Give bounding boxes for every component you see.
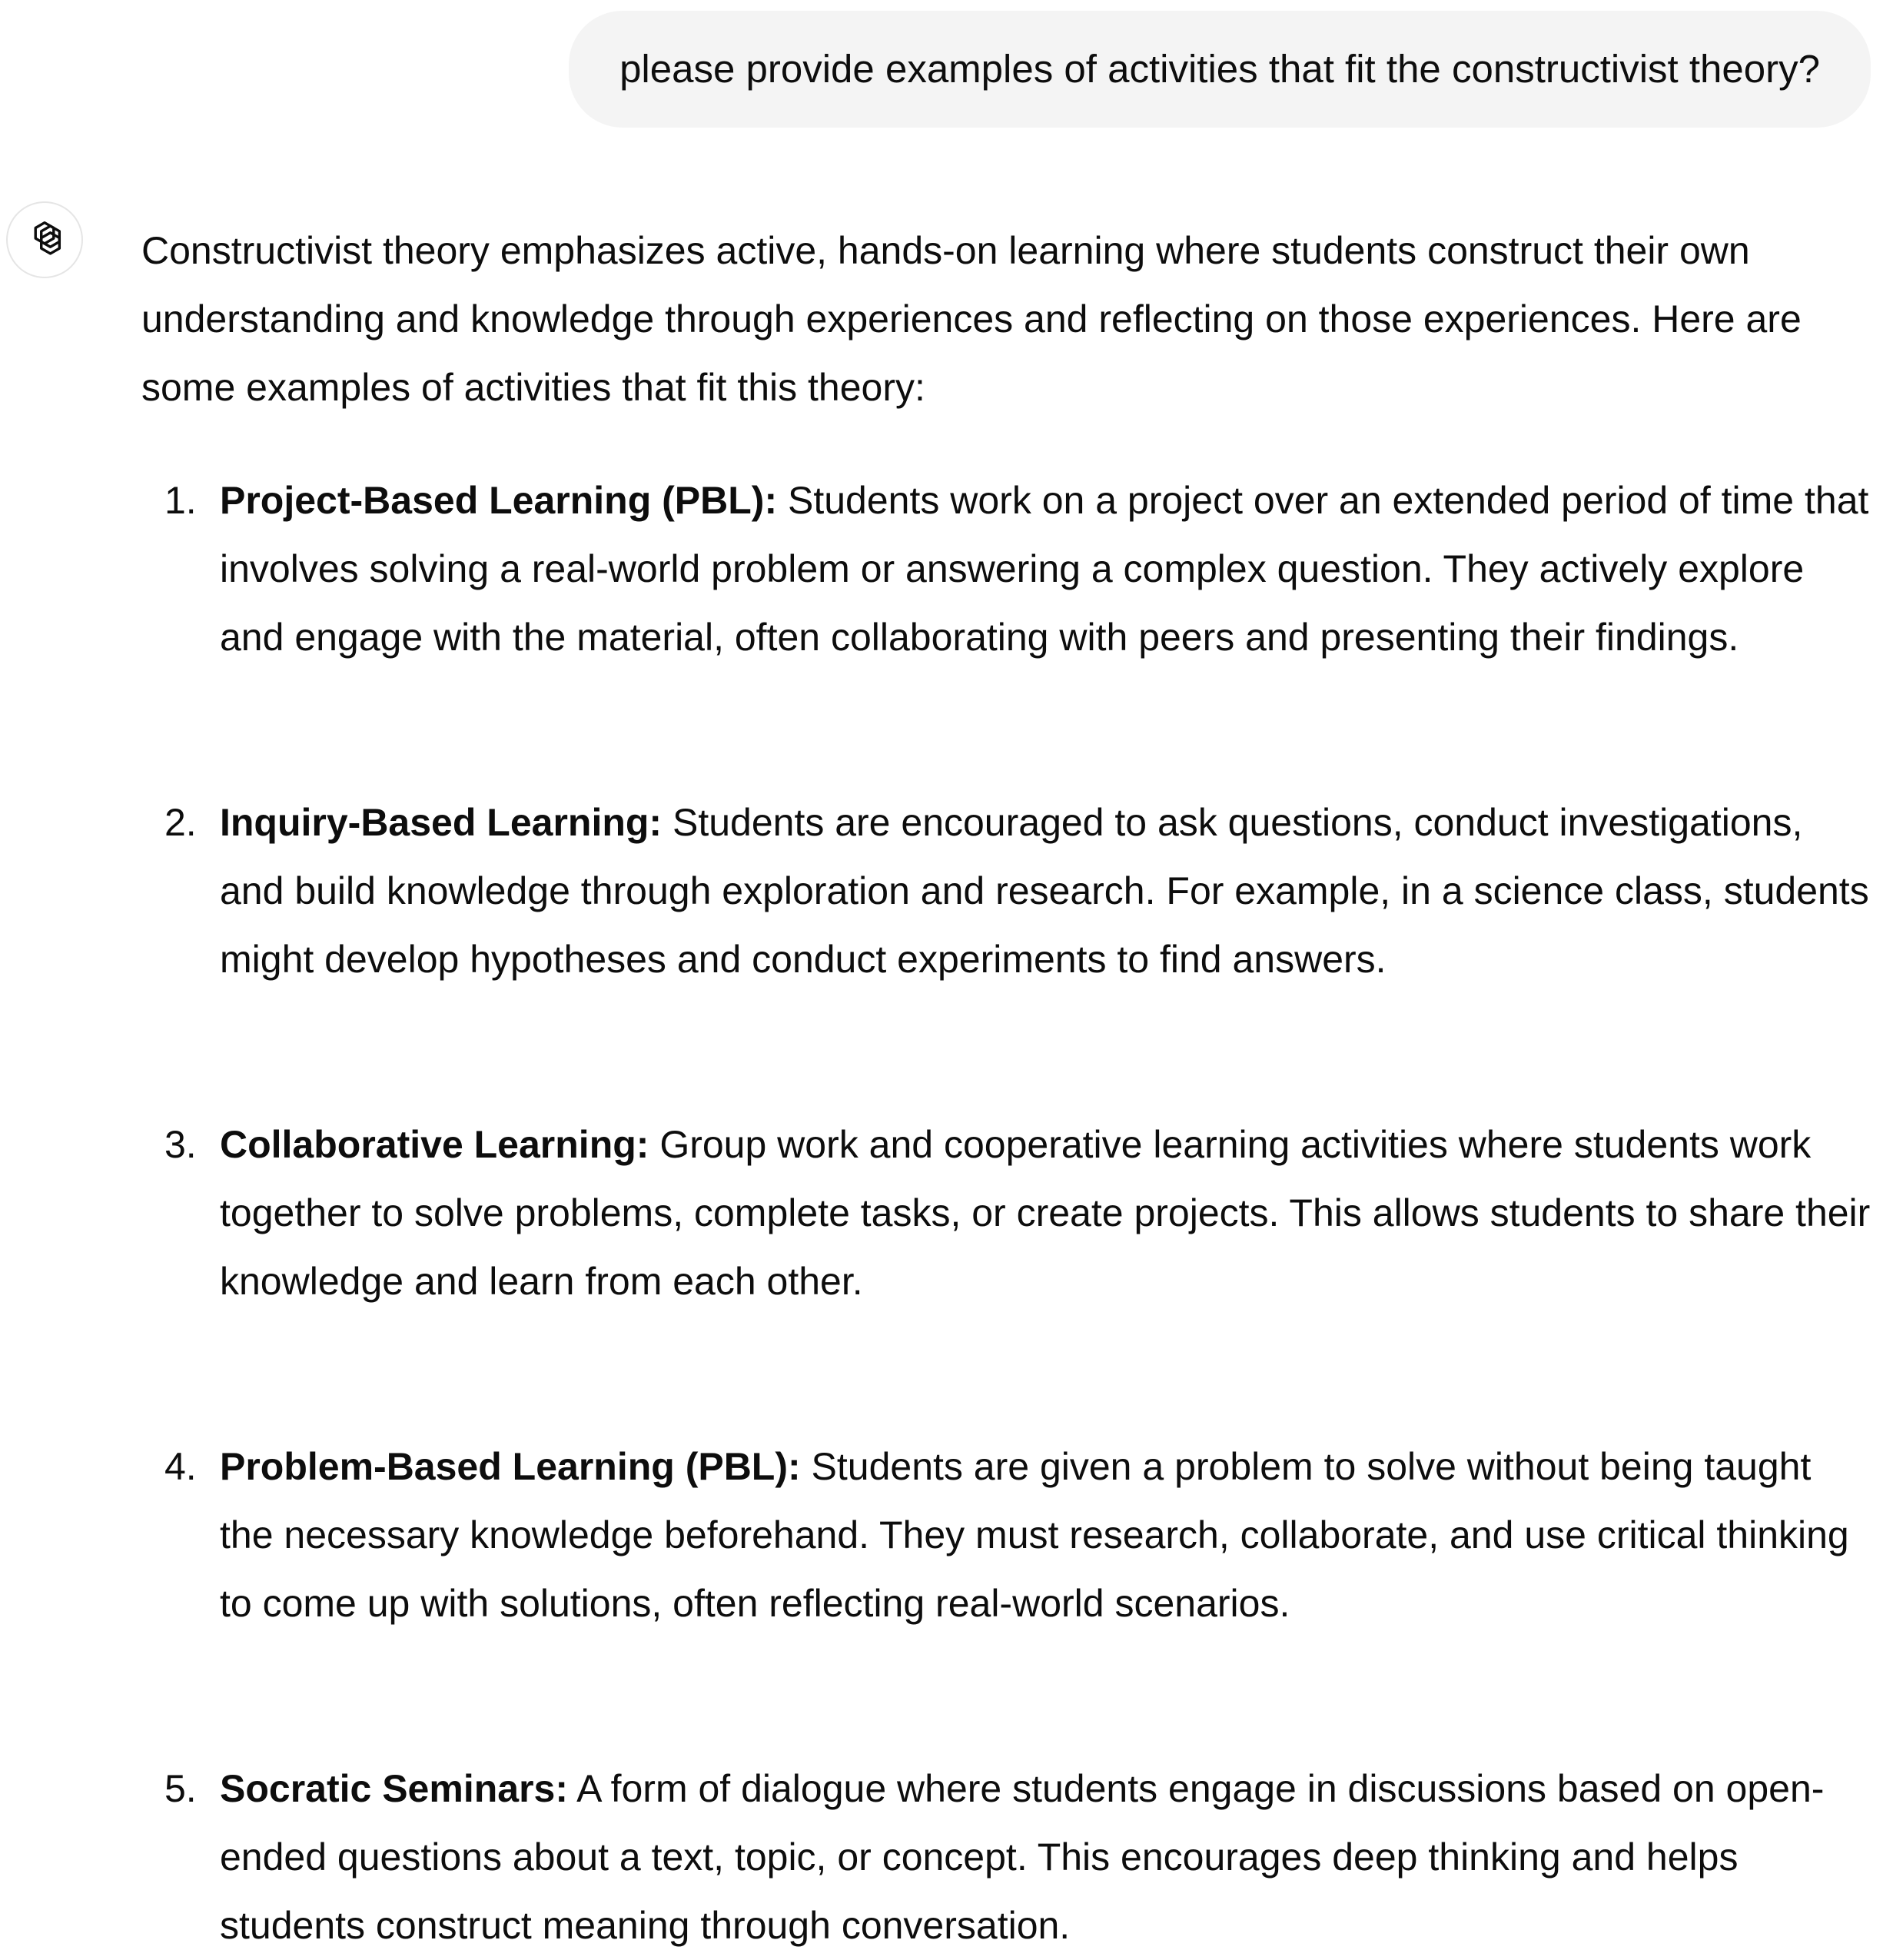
assistant-message xyxy=(141,217,1871,1960)
list-item xyxy=(141,1433,1871,1638)
list-item-number: 1. xyxy=(164,479,197,522)
list-item xyxy=(141,467,1871,672)
user-message-bubble: please provide examples of activities that fit the constructivist theory? xyxy=(569,11,1871,128)
user-message-row xyxy=(569,11,1871,128)
openai-logo-icon xyxy=(21,216,68,264)
list-item xyxy=(141,1111,1871,1316)
list-item-term: Socratic Seminars: xyxy=(220,1767,568,1810)
list-item-number: 5. xyxy=(164,1767,197,1810)
list-item xyxy=(141,789,1871,994)
list-item-number: 4. xyxy=(164,1445,197,1488)
assistant-intro: Constructivist theory emphasizes active, hands-on learning where students construct their own understanding and knowledge through experiences and reflecting on those experiences. Here are some examples of activities that fit this theory: xyxy=(141,229,1802,409)
list-item-term: Collaborative Learning: xyxy=(220,1123,649,1166)
list-item-number: 2. xyxy=(164,801,197,844)
list-item xyxy=(141,1755,1871,1960)
list-item-description: A form of dialogue where students engage in discussions based on open-ended questions about a text, topic, or concept. This encourages deep thinking and helps students construct meaning through conversation. xyxy=(220,1767,1825,1947)
list-item-description: Group work and cooperative learning activities where students work together to solve problems, complete tasks, or create projects. This allows students to share their knowledge and learn from each other. xyxy=(220,1123,1871,1303)
list-item-term: Problem-Based Learning (PBL): xyxy=(220,1445,801,1488)
assistant-avatar xyxy=(6,201,83,278)
list-item-term: Inquiry-Based Learning: xyxy=(220,801,663,844)
activities-list xyxy=(141,467,1871,1960)
list-item-description: Students are given a problem to solve without being taught the necessary knowledge beforehand. They must research, collaborate, and use critical thinking to come up with solutions, often reflecting real-world scenarios. xyxy=(220,1445,1849,1625)
list-item-description: Students work on a project over an extended period of time that involves solving a real-world problem or answering a complex question. They actively explore and engage with the material, often collaborating with peers and presenting their findings. xyxy=(220,479,1869,659)
list-item-description: Students are encouraged to ask questions, conduct investigations, and build knowledge through exploration and research. For example, in a science class, students might develop hypotheses and conduct experiments to find answers. xyxy=(220,801,1869,981)
list-item-number: 3. xyxy=(164,1123,197,1166)
list-item-term: Project-Based Learning (PBL): xyxy=(220,479,778,522)
